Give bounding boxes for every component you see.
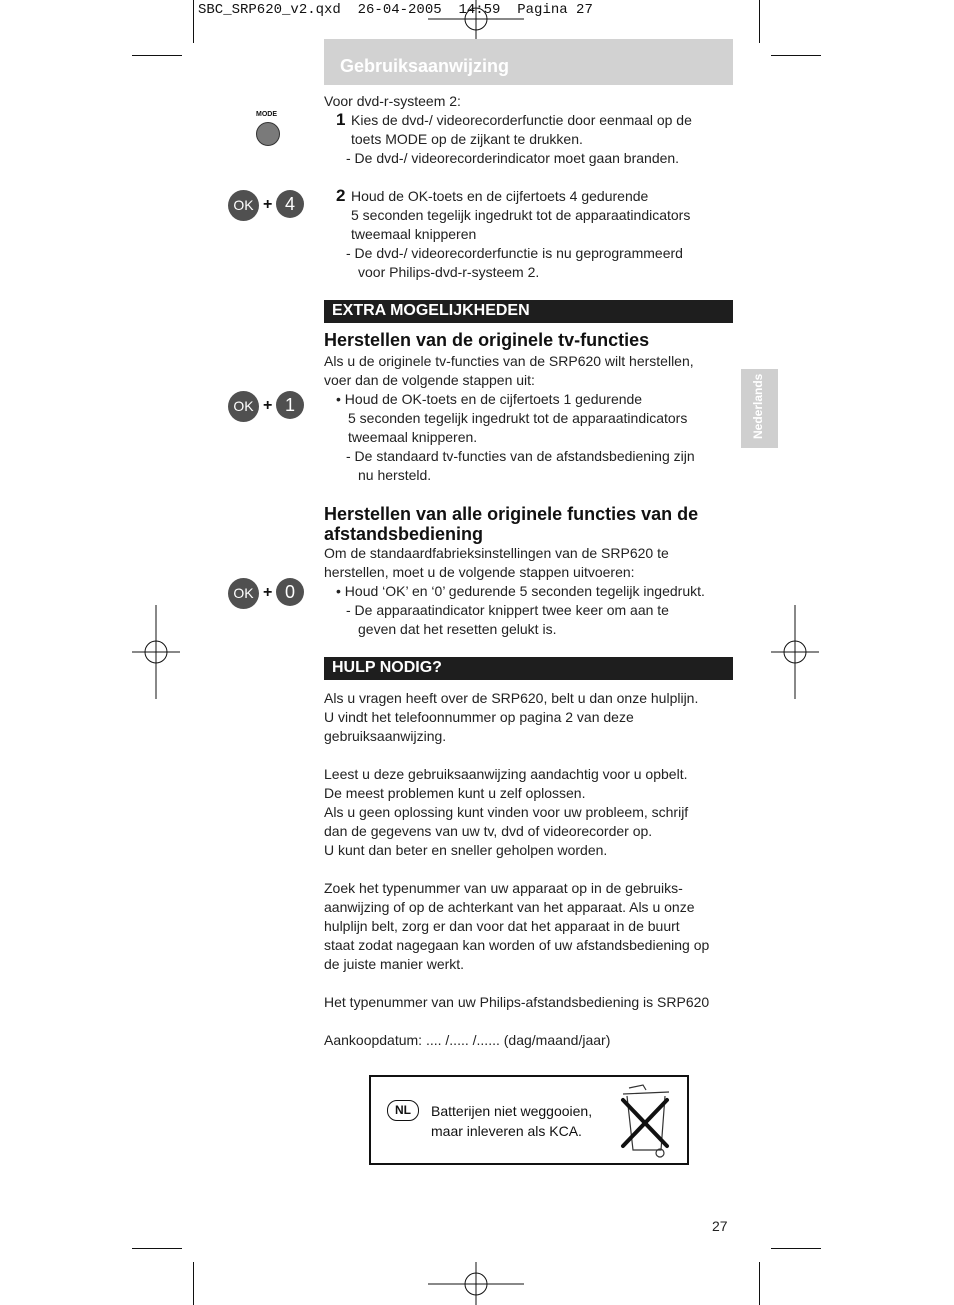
all-restore-p2: herstellen, moet u de volgende stappen uitvoeren:	[324, 564, 635, 580]
all-restore-sub-1: - De apparaatindicator knippert twee keer om aan te	[346, 602, 669, 618]
extra-section-title: EXTRA MOGELIJKHEDEN	[332, 302, 530, 319]
help-line: U vindt het telefoonnummer op pagina 2 van deze	[324, 709, 634, 725]
plus-sign: +	[263, 196, 273, 213]
help-line	[324, 746, 709, 765]
tv-restore-bullet-2: 5 seconden tegelijk ingedrukt tot de apparaatindicators	[348, 410, 688, 426]
digit-4-key-icon: 4	[276, 190, 304, 218]
step-2-line-1: Houd de OK-toets en de cijfertoets 4 gedurende	[351, 188, 649, 204]
mode-button-icon	[256, 122, 280, 146]
step-2-line-3: tweemaal knipperen	[351, 226, 477, 242]
step-2-number: 2	[336, 186, 346, 205]
all-restore-sub-2: geven dat het resetten gelukt is.	[358, 621, 557, 637]
step-1-number: 1	[336, 110, 346, 129]
help-line: U kunt dan beter en sneller geholpen worden.	[324, 842, 608, 858]
tv-restore-heading: Herstellen van de originele tv-functies	[324, 330, 650, 350]
tv-restore-p2: voer dan de volgende stappen uit:	[324, 372, 535, 388]
ok-key-icon: OK	[228, 190, 259, 221]
help-line: aanwijzing of op de achterkant van het apparaat. Als u onze	[324, 899, 695, 915]
help-line: Zoek het typenummer van uw apparaat op in de gebruiks-	[324, 880, 683, 896]
tv-restore-bullet-3: tweemaal knipperen.	[348, 429, 478, 445]
help-line: Leest u deze gebruiksaanwijzing aandachtig voor u opbelt.	[324, 766, 688, 782]
help-line: hulplijn belt, zorg er dan voor dat het apparaat in de buurt	[324, 918, 680, 934]
help-line	[324, 974, 709, 993]
all-restore-bullet: • Houd ‘OK’ en ‘0’ gedurende 5 seconden tegelijk ingedrukt.	[336, 583, 705, 599]
ok-key-icon: OK	[228, 578, 259, 609]
help-line	[324, 860, 709, 879]
step-2-sub-2: voor Philips-dvd-r-systeem 2.	[358, 264, 540, 280]
crossed-bin-icon	[615, 1082, 677, 1160]
nl-badge: NL	[387, 1100, 419, 1121]
step-1-line-1: Kies de dvd-/ videorecorderfunctie door eenmaal op de	[351, 112, 692, 128]
all-restore-p1: Om de standaardfabrieksinstellingen van de SRP620 te	[324, 545, 669, 561]
tv-restore-bullet-1: • Houd de OK-toets en de cijfertoets 1 gedurende	[336, 391, 643, 407]
help-line: De meest problemen kunt u zelf oplossen.	[324, 785, 586, 801]
page-number: 27	[712, 1218, 728, 1234]
help-line	[324, 1012, 709, 1031]
help-section-title: HULP NODIG?	[332, 659, 442, 676]
plus-sign: +	[263, 397, 273, 414]
step-1-sub: - De dvd-/ videorecorderindicator moet gaan branden.	[346, 150, 680, 166]
tv-restore-sub-1: - De standaard tv-functies van de afstandsbediening zijn	[346, 448, 695, 464]
mode-label: MODE	[256, 111, 277, 118]
dvd-intro: Voor dvd-r-systeem 2:	[324, 93, 461, 109]
language-tab-label: Nederlands	[751, 373, 765, 439]
digit-1-key-icon: 1	[276, 391, 304, 419]
help-line: Aankoopdatum: .... /..... /...... (dag/maand/jaar)	[324, 1032, 611, 1048]
tv-restore-p1: Als u de originele tv-functies van de SRP620 wilt herstellen,	[324, 353, 694, 369]
notice-line-1: Batterijen niet weggooien,	[431, 1103, 593, 1119]
help-line: de juiste manier werkt.	[324, 956, 465, 972]
all-restore-heading-1: Herstellen van alle originele functies van de	[324, 504, 699, 524]
plus-sign: +	[263, 584, 273, 601]
battery-notice	[369, 1075, 689, 1165]
print-slug: SBC_SRP620_v2.qxd 26-04-2005 14:59 Pagina 27	[198, 2, 593, 18]
language-tab	[741, 369, 778, 448]
help-line: gebruiksaanwijzing.	[324, 728, 447, 744]
help-line: Als u vragen heeft over de SRP620, belt u dan onze hulplijn.	[324, 690, 699, 706]
step-1-line-2: toets MODE op de zijkant te drukken.	[351, 131, 583, 147]
step-2-line-2: 5 seconden tegelijk ingedrukt tot de apparaatindicators	[351, 207, 691, 223]
step-2-sub-1: - De dvd-/ videorecorderfunctie is nu geprogrammeerd	[346, 245, 683, 261]
help-line: Als u geen oplossing kunt vinden voor uw probleem, schrijf	[324, 804, 689, 820]
help-line: staat zodat nagegaan kan worden of uw afstandsbediening op	[324, 937, 710, 953]
help-section-bar	[324, 657, 733, 680]
ok-key-icon: OK	[228, 391, 259, 422]
page-title: Gebruiksaanwijzing	[340, 56, 510, 76]
help-text	[324, 689, 709, 1050]
help-line: Het typenummer van uw Philips-afstandsbediening is SRP620	[324, 994, 710, 1010]
notice-line-2: maar inleveren als KCA.	[431, 1123, 582, 1139]
digit-0-key-icon: 0	[276, 578, 304, 606]
tv-restore-sub-2: nu hersteld.	[358, 467, 432, 483]
all-restore-heading-2: afstandsbediening	[324, 524, 484, 544]
help-line: dan de gegevens van uw tv, dvd of videorecorder op.	[324, 823, 653, 839]
extra-section-bar	[324, 300, 733, 323]
